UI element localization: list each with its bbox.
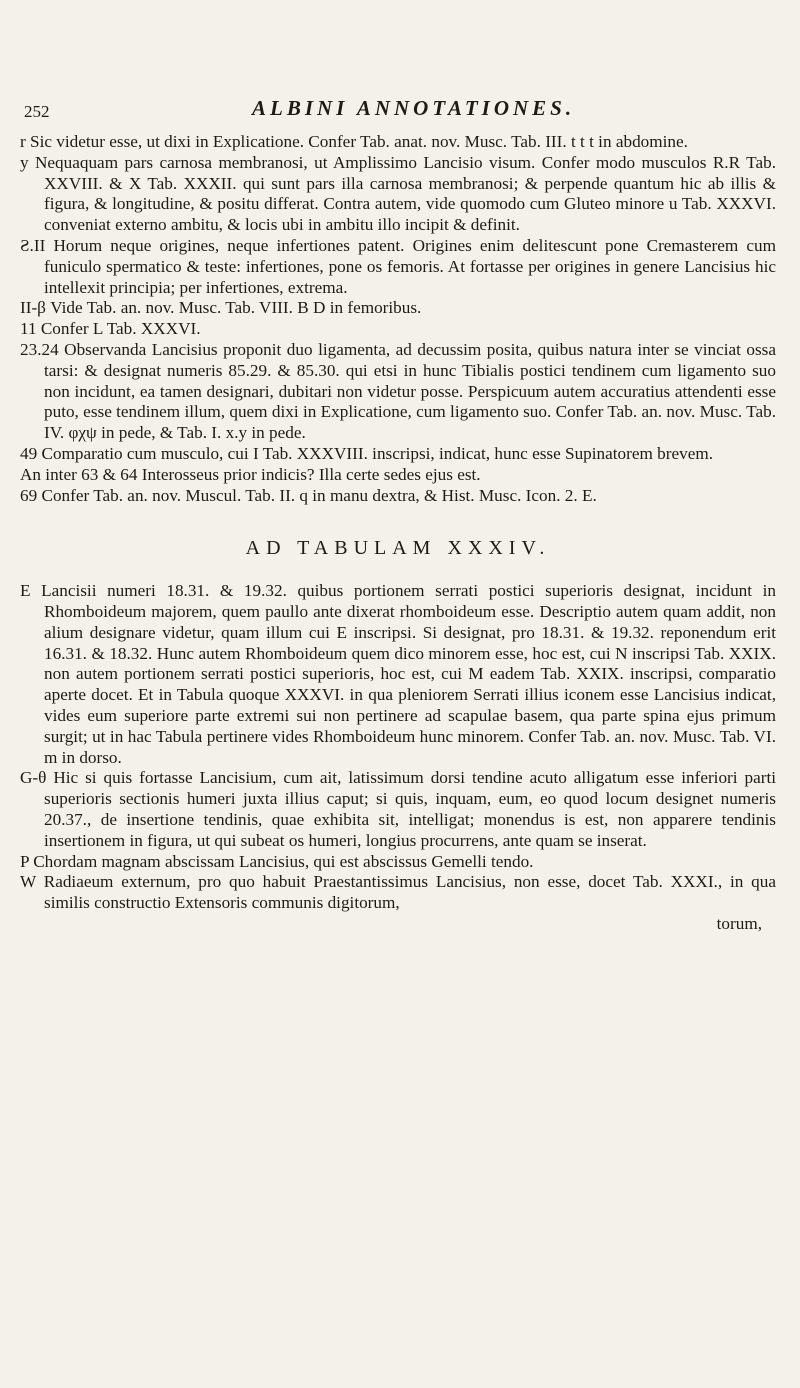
annotation-entry: y Nequaquam pars carnosa membranosi, ut Amplissimo Lancisio visum. Confer modo musculos R.R Tab. XXVIII. & X Tab. XXXII. qui sunt pars illa carnosa membranosi; & perpende quantum hic ab illis & figura, & longitudine, & positu differat. Contra autem, vide quomodo cum Gluteo minore u Tab. XXXVI. conveniat externo ambitu, & locis ubi in ambitu illo incipit & definit. xyxy=(20,152,776,235)
annotation-entry: 23.24 Observanda Lancisius proponit duo ligamenta, ad decussim posita, quibus natura inter se vinciat ossa tarsi: & designat numeris 85.29. & 85.30. qui etsi in hunc Tibialis postici tendinem cum ligamento suo non incidunt, ea tamen designari, dubitari non videtur posse. Perspicuum autem accuratius attendenti esse puto, esse tendinem illum, quem dixi in Explicatione, cum ligamento suo. Confer Tab. an. nov. Musc. Tab. IV. φχψ in pede, & Tab. I. x.y in pede. xyxy=(20,339,776,443)
annotation-entry: P Chordam magnam abscissam Lancisius, qui est abscissus Gemelli tendo. xyxy=(20,851,534,871)
annotation-entry: Ƨ.II Horum neque origines, neque infertiones patent. Origines enim delitescunt pone Cremasterem cum funiculo spermatico & teste: infertiones, pone os femoris. At fortasse per origines in genere Lancisius hic intellexit principia; per infertiones, extrema. xyxy=(20,235,776,297)
annotation-entry: W Radiaeum externum, pro quo habuit Praestantissimus Lancisius, non esse, docet Tab. XXXI., in qua similis constructio Extensoris communis digitorum, xyxy=(20,872,776,913)
annotation-text xyxy=(20,132,776,935)
catchword: torum, xyxy=(716,913,762,933)
annotation-entry: G-θ Hic si quis fortasse Lancisium, cum ait, latissimum dorsi tendine acuto alligatum esse inferiori parti superioris sectionis humeri juxta illius caput; si quis, inquam, eum, eo quod locum designet numeris 20.37., de insertione tendinis, quae exhibita sit, intelligat; monendus is est, non apparere tendinis insertionem in figura, ut qui subeat os humeri, longius procurrens, ante quam se inserat. xyxy=(20,768,776,850)
page-header xyxy=(24,96,760,126)
page-number: 252 xyxy=(24,102,50,121)
annotation-entry: r Sic videtur esse, ut dixi in Explicatione. Confer Tab. anat. nov. Musc. Tab. III. t t t in abdomine. xyxy=(20,132,688,151)
annotation-entry: 69 Confer Tab. an. nov. Muscul. Tab. II. q in manu dextra, & Hist. Musc. Icon. 2. E. xyxy=(20,485,597,505)
annotation-entry: 49 Comparatio cum musculo, cui I Tab. XXXVIII. inscripsi, indicat, hunc esse Supinatorem brevem. xyxy=(20,443,713,463)
entries-after-heading xyxy=(20,581,776,914)
section-heading: AD TABULAM XXXIV. xyxy=(245,537,551,560)
annotation-entry: II-β Vide Tab. an. nov. Musc. Tab. VIII. B D in femoribus. xyxy=(20,298,422,318)
annotation-entry: An inter 63 & 64 Interosseus prior indicis? Illa certe sedes ejus est. xyxy=(20,464,481,484)
entries-before-heading xyxy=(20,132,776,506)
annotation-entry: E Lancisii numeri 18.31. & 19.32. quibus portionem serrati postici superioris designat, incidunt in Rhomboideum majorem, quem paullo ante dixerat rhomboideum esse. Descriptio autem quam addit, non alium designare videtur, quam illum cui E inscripsi. Si designat, pro 18.31. & 19.32. reponendum erit 16.31. & 18.32. Hunc autem Rhomboideum quem dico minorem esse, hoc est, cui N inscripsi Tab. XXIX. non autem portionem serrati postici superioris, hoc est, cui M eadem Tab. XXIX. inscripsi, comparatio aperte docet. Et in Tabula quoque XXXVI. in qua pleniorem Serrati illius iconem esse Lancisius indicat, vides eum superiore parte extremi sui non pertinere ad scapulae basem, qua parte spina ejus primum surgit; ut in hac Tabula pertinere vides Rhomboideum hunc minorem. Confer Tab. an. nov. Musc. Tab. VI. m in dorso. xyxy=(20,581,776,767)
running-head: ALBINI ANNOTATIONES. xyxy=(252,96,576,120)
annotation-entry: 11 Confer L Tab. XXXVI. xyxy=(20,319,201,339)
